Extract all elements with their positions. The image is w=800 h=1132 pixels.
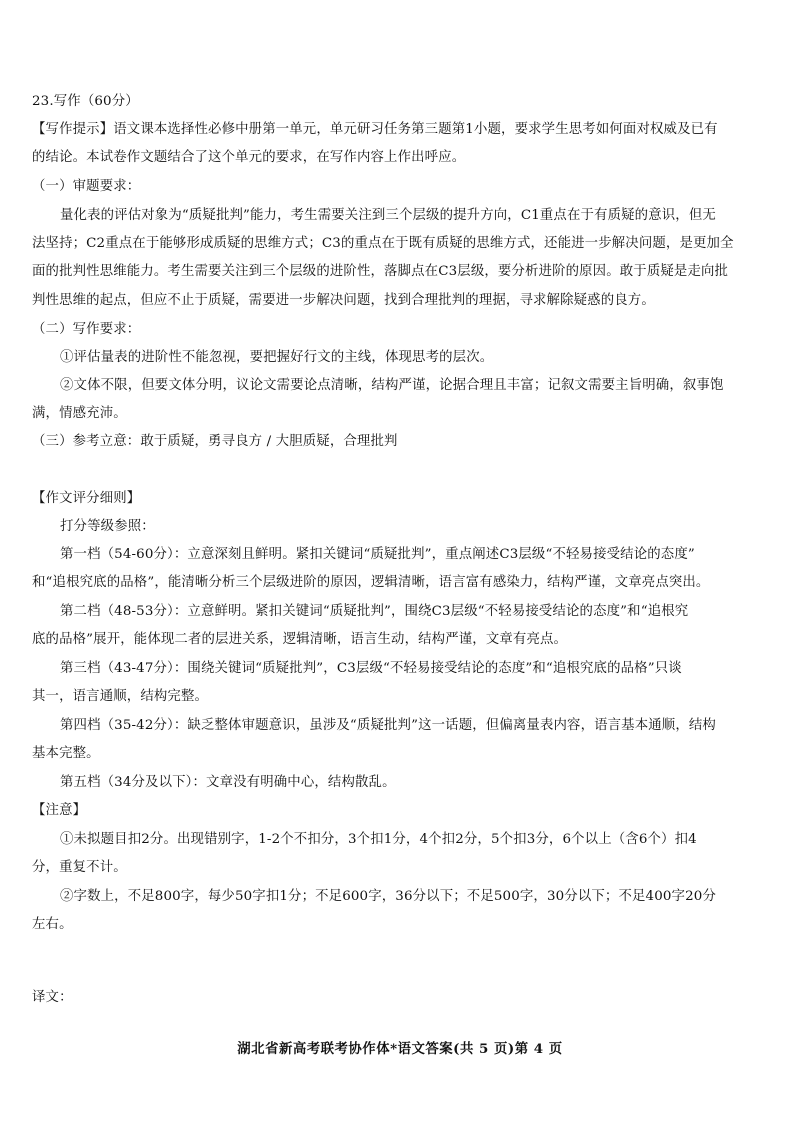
- note1-line-1: ①未拟题目扣2分。出现错别字，1-2个不扣分，3个扣1分，4个扣2分，5个扣3分，6个以上（含6个）扣4: [60, 832, 697, 847]
- section2-heading: （二）写作要求：: [32, 322, 141, 337]
- section1-line-1: 量化表的评估对象为“质疑批判”能力，考生需要关注到三个层级的提升方向，C1重点在于有质疑的意识，但无: [60, 208, 716, 223]
- note2-line-1: ②字数上，不足800字，每少50字扣1分；不足600字，36分以下；不足500字，30分以下；不足400字20分: [60, 889, 716, 904]
- scoring-intro: 打分等级参照：: [60, 519, 155, 534]
- note1-line-2: 分，重复不计。: [32, 860, 127, 875]
- grade1-line-2: 和“追根究底的品格”，能清晰分析三个层级进阶的原因，逻辑清晰，语言富有感染力，结构严谨，文章亮点突出。: [32, 575, 710, 590]
- section1-heading: （一）审题要求：: [32, 179, 141, 194]
- grade5-line: 第五档（34分及以下）：文章没有明确中心，结构散乱。: [60, 775, 396, 790]
- note2-line-2: 左右。: [32, 917, 73, 932]
- page-footer: 湖北省新高考联考协作体*语文答案(共 5 页)第 4 页: [237, 1041, 563, 1057]
- section1-line-3: 面的批判性思维能力。考生需要关注到三个层级的进阶性，落脚点在C3层级，要分析进阶的原因。敢于质疑是走向批: [32, 264, 729, 279]
- section2-item-2-line-2: 满，情感充沛。: [32, 406, 127, 421]
- section1-line-2: 法坚持；C2重点在于能够形成质疑的思维方式；C3的重点在于既有质疑的思维方式，还能进一步解决问题，是更加全: [32, 236, 734, 251]
- grade3-line-1: 第三档（43-47分）：围绕关键词“质疑批判”，C3层级“不轻易接受结论的态度”和“追根究底的品格”只谈: [60, 661, 682, 676]
- notes-heading: 【注意】: [32, 803, 87, 818]
- section2-item-1: ①评估量表的进阶性不能忽视，要把握好行文的主线，体现思考的层次。: [60, 350, 494, 365]
- hint-line-2: 的结论。本试卷作文题结合了这个单元的要求，在写作内容上作出呼应。: [32, 150, 466, 165]
- question-title: 23.写作（60分）: [32, 94, 139, 109]
- hint-line-1: 【写作提示】语文课本选择性必修中册第一单元，单元研习任务第三题第1小题，要求学生思考如何面对权威及已有: [32, 122, 718, 137]
- grade3-line-2: 其一，语言通顺，结构完整。: [32, 689, 209, 704]
- translation-label: 译文：: [32, 990, 73, 1005]
- section1-line-4: 判性思维的起点，但应不止于质疑，需要进一步解决问题，找到合理批判的理据，寻求解除疑惑的良方。: [32, 293, 655, 308]
- grade4-line-1: 第四档（35-42分）：缺乏整体审题意识，虽涉及“质疑批判”这一话题，但偏离量表内容，语言基本通顺，结构: [60, 718, 716, 733]
- grade1-line-1: 第一档（54-60分）：立意深刻且鲜明。紧扣关键词“质疑批判”，重点阐述C3层级“不轻易接受结论的态度”: [60, 547, 695, 562]
- section3-reference-idea: （三）参考立意：敢于质疑，勇寻良方 / 大胆质疑，合理批判: [32, 434, 398, 449]
- grade2-line-1: 第二档（48-53分）：立意鲜明。紧扣关键词“质疑批判”，围绕C3层级“不轻易接受结论的态度”和“追根究: [60, 604, 689, 619]
- grade4-line-2: 基本完整。: [32, 746, 100, 761]
- grade2-line-2: 底的品格”展开，能体现二者的层进关系，逻辑清晰，语言生动，结构严谨，文章有亮点。: [32, 632, 568, 647]
- scoring-heading: 【作文评分细则】: [32, 491, 141, 506]
- section2-item-2-line-1: ②文体不限，但要文体分明，议论文需要论点清晰，结构严谨，论据合理且丰富；记叙文需要主旨明确，叙事饱: [60, 378, 724, 393]
